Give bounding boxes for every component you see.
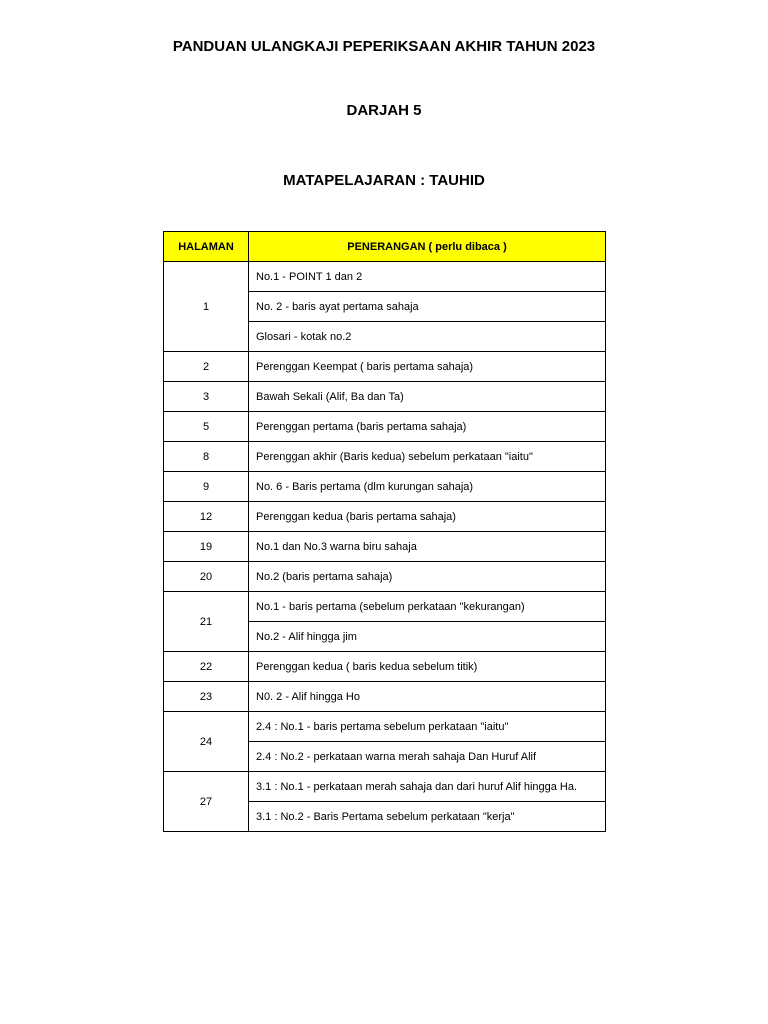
description-cell: 3.1 : No.2 - Baris Pertama sebelum perkataan "kerja": [249, 802, 606, 832]
description-cell: Glosari - kotak no.2: [249, 322, 606, 352]
page-number-cell: 5: [164, 412, 249, 442]
table-row: [164, 682, 606, 712]
description-cell: No.1 - POINT 1 dan 2: [249, 262, 606, 292]
table-row: [164, 652, 606, 682]
table-row: [164, 502, 606, 532]
revision-guide-table: [163, 231, 606, 832]
description-cell: Perenggan kedua ( baris kedua sebelum titik): [249, 652, 606, 682]
description-cell: 3.1 : No.1 - perkataan merah sahaja dan dari huruf Alif hingga Ha.: [249, 772, 606, 802]
table-row: [164, 472, 606, 502]
description-cell: No. 2 - baris ayat pertama sahaja: [249, 292, 606, 322]
page-number-cell: 22: [164, 652, 249, 682]
page-number-cell: 1: [164, 262, 249, 352]
description-cell: Perenggan Keempat ( baris pertama sahaja): [249, 352, 606, 382]
page-number-cell: 2: [164, 352, 249, 382]
page-number-cell: 24: [164, 712, 249, 772]
table-row: [164, 712, 606, 742]
page-number-cell: 20: [164, 562, 249, 592]
table-row: [164, 382, 606, 412]
description-cell: Perenggan kedua (baris pertama sahaja): [249, 502, 606, 532]
page-number-cell: 23: [164, 682, 249, 712]
description-cell: No. 6 - Baris pertama (dlm kurungan sahaja): [249, 472, 606, 502]
description-cell: N0. 2 - Alif hingga Ho: [249, 682, 606, 712]
page-number-cell: 21: [164, 592, 249, 652]
subject-heading: MATAPELAJARAN : TAUHID: [283, 172, 485, 189]
description-cell: No.2 (baris pertama sahaja): [249, 562, 606, 592]
description-cell: Bawah Sekali (Alif, Ba dan Ta): [249, 382, 606, 412]
description-cell: No.1 - baris pertama (sebelum perkataan "kekurangan): [249, 592, 606, 622]
page-number-cell: 9: [164, 472, 249, 502]
table-body: [164, 262, 606, 832]
page-number-cell: 27: [164, 772, 249, 832]
description-cell: Perenggan akhir (Baris kedua) sebelum perkataan "iaitu": [249, 442, 606, 472]
table-row: [164, 772, 606, 802]
table-row: [164, 532, 606, 562]
description-cell: 2.4 : No.2 - perkataan warna merah sahaja Dan Huruf Alif: [249, 742, 606, 772]
header-page: HALAMAN: [164, 232, 249, 262]
table-row: [164, 592, 606, 622]
grade-heading: DARJAH 5: [346, 102, 422, 119]
table-row: [164, 262, 606, 292]
page-number-cell: 12: [164, 502, 249, 532]
table-row: [164, 412, 606, 442]
document-title: PANDUAN ULANGKAJI PEPERIKSAAN AKHIR TAHUN 2023: [172, 38, 596, 55]
description-cell: No.2 - Alif hingga jim: [249, 622, 606, 652]
page-number-cell: 19: [164, 532, 249, 562]
table-row: [164, 562, 606, 592]
description-cell: 2.4 : No.1 - baris pertama sebelum perkataan "iaitu": [249, 712, 606, 742]
description-cell: No.1 dan No.3 warna biru sahaja: [249, 532, 606, 562]
header-description: PENERANGAN ( perlu dibaca ): [249, 232, 606, 262]
page-number-cell: 3: [164, 382, 249, 412]
table-header-row: [164, 232, 606, 262]
page-number-cell: 8: [164, 442, 249, 472]
description-cell: Perenggan pertama (baris pertama sahaja): [249, 412, 606, 442]
table-row: [164, 352, 606, 382]
table-row: [164, 442, 606, 472]
